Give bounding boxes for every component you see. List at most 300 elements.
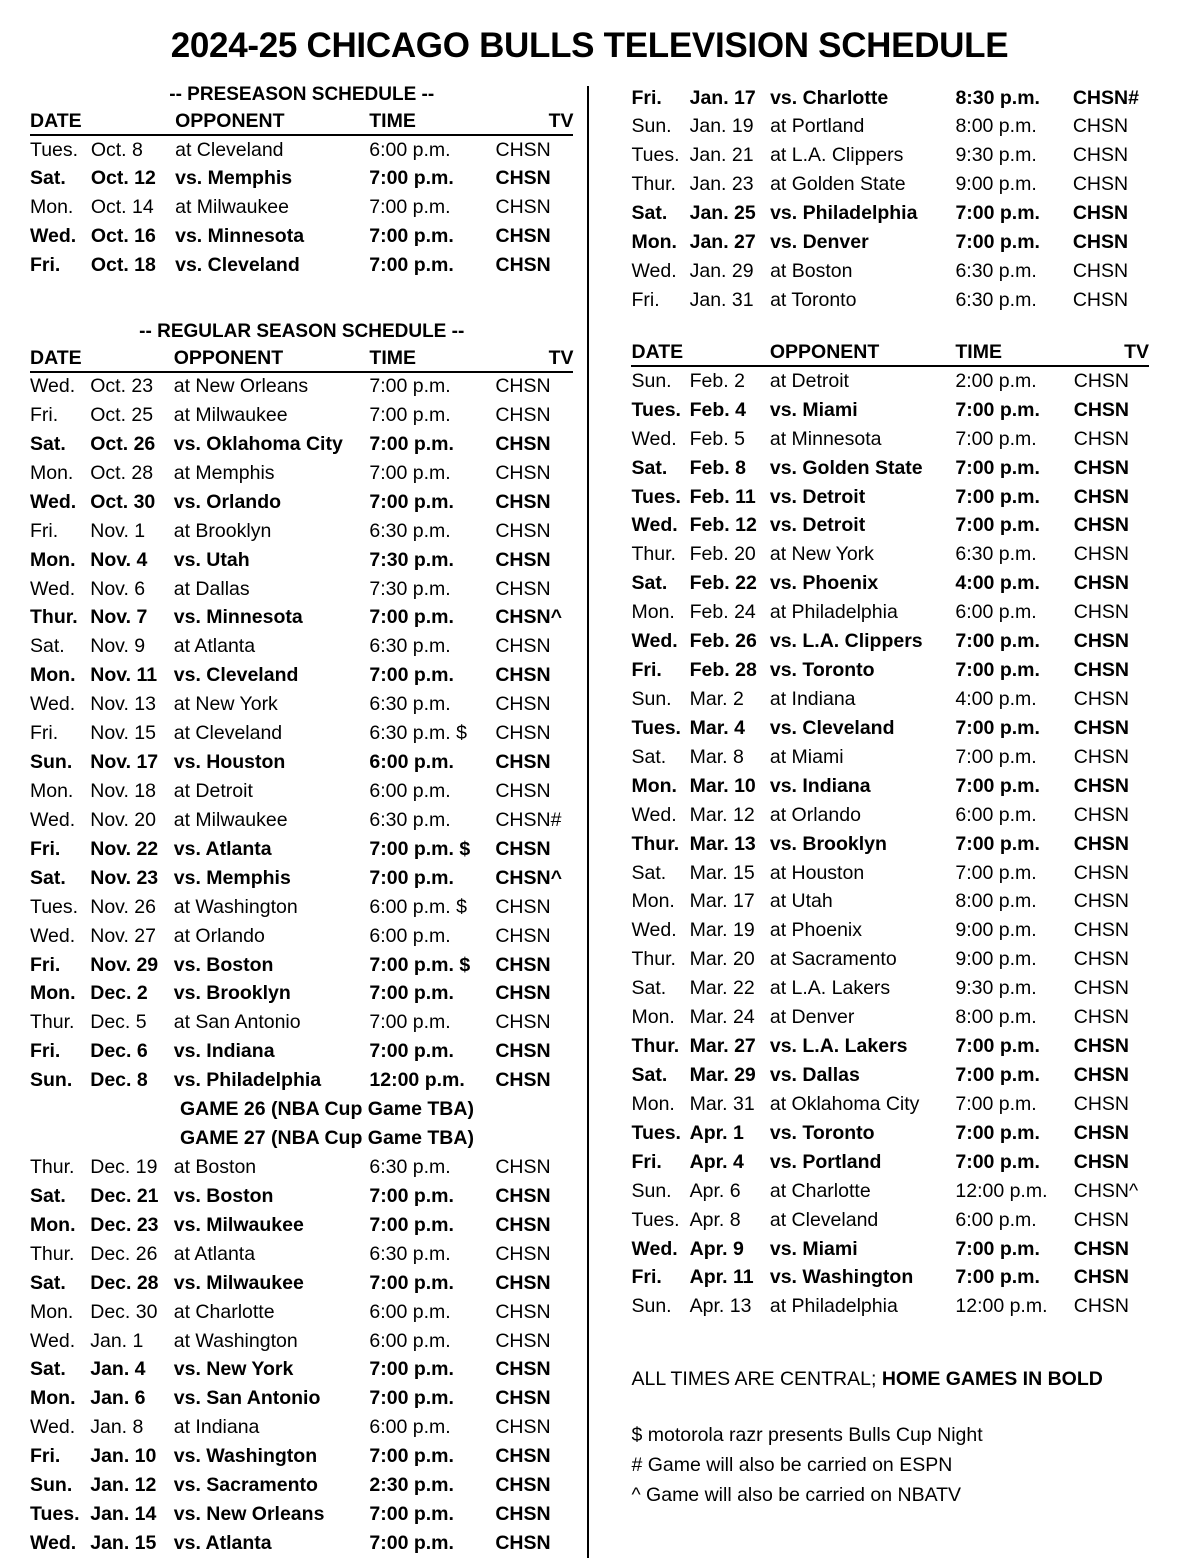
cell-tv: CHSN [1072, 115, 1129, 138]
cell-day: Fri. [30, 722, 59, 745]
table-row [30, 1385, 573, 1414]
cell-day: Tues. [631, 398, 681, 421]
cell-time: 7:00 p.m. [369, 432, 454, 455]
table-row [30, 691, 573, 720]
table-row [631, 975, 1149, 1004]
header-time: TIME [369, 347, 495, 372]
cell-day: Sat. [631, 456, 668, 479]
table-row [30, 749, 573, 778]
cell-tv: CHSN [495, 895, 551, 918]
header-opponent: OPPONENT [770, 341, 956, 366]
cell-day: Mon. [30, 461, 74, 484]
cell-day: Wed. [30, 375, 76, 398]
cell-time: 6:30 p.m. [369, 1242, 451, 1265]
cell-date: Dec. 28 [90, 1271, 159, 1294]
cell-date: Mar. 13 [689, 832, 756, 855]
cell-opponent: vs. Memphis [173, 866, 291, 889]
cell-date: Jan. 12 [90, 1474, 157, 1497]
cell-date: Apr. 9 [689, 1237, 744, 1260]
legend-item-dollar: $ motorola razr presents Bulls Cup Night [631, 1424, 983, 1447]
cell-opponent: at Toronto [770, 288, 857, 311]
regular-season-heading: -- REGULAR SEASON SCHEDULE -- [139, 320, 465, 342]
table-row [30, 1443, 573, 1472]
cell-time: 7:00 p.m. [955, 456, 1040, 479]
cell-day: Thur. [631, 1035, 680, 1058]
cell-date: Jan. 1 [90, 1329, 144, 1352]
cell-time: 7:00 p.m. [955, 1237, 1040, 1260]
cell-opponent: at Milwaukee [173, 404, 288, 427]
cell-tv: CHSN [1073, 601, 1130, 624]
cell-opponent: vs. Detroit [769, 485, 866, 508]
cell-opponent: vs. L.A. Lakers [769, 1035, 908, 1058]
cell-tv: CHSN [1073, 1266, 1130, 1289]
cell-time: 7:30 p.m. [369, 577, 451, 600]
table-row [631, 1090, 1149, 1119]
cell-date: Mar. 20 [689, 948, 755, 971]
cell-tv: CHSN [495, 1416, 551, 1439]
cell-date: Nov. 7 [90, 606, 148, 629]
cell-time: 6:30 p.m. $ [369, 722, 467, 745]
cell-opponent: at Boston [173, 1156, 257, 1178]
cell-opponent: at Denver [769, 1006, 855, 1029]
cell-time: 7:00 p.m. [369, 1503, 454, 1526]
cell-date: Mar. 24 [689, 1006, 755, 1029]
cell-tv: CHSN [1073, 1237, 1130, 1260]
cell-opponent: vs. Golden State [769, 456, 923, 479]
cell-date: Nov. 18 [90, 780, 156, 803]
cell-time: 7:00 p.m. [369, 866, 454, 889]
cell-opponent: vs. Boston [173, 953, 274, 976]
cell-opponent: vs. Miami [769, 398, 858, 421]
cell-tv: CHSN [1073, 485, 1130, 508]
cell-tv: CHSN [1073, 1035, 1130, 1058]
cell-time: 6:00 p.m. [369, 924, 451, 947]
cell-date: Nov. 13 [90, 693, 156, 716]
cell-tv: CHSN [495, 404, 551, 427]
cell-time: 6:30 p.m. [369, 635, 451, 658]
table-row [631, 512, 1149, 541]
table-row [30, 194, 573, 223]
cell-time: 7:00 p.m. [369, 490, 454, 513]
cell-tv: CHSN [495, 254, 551, 277]
header-tv: TV [495, 347, 573, 372]
table-row [30, 633, 573, 662]
cell-day: Mon. [631, 1006, 675, 1029]
table-row [631, 888, 1149, 917]
table-row [631, 200, 1149, 229]
cell-tv: CHSN [495, 664, 551, 687]
cell-day: Tues. [631, 144, 680, 167]
cell-time: 7:00 p.m. [955, 630, 1040, 653]
cell-day: Wed. [631, 803, 677, 826]
table-row [30, 1472, 573, 1501]
times-note [631, 1364, 1149, 1394]
cell-day: Sun. [631, 1295, 672, 1318]
cell-date: Dec. 23 [90, 1213, 159, 1236]
cell-date: Jan. 21 [689, 144, 754, 167]
cell-date: Oct. 16 [90, 225, 156, 248]
table-row [631, 286, 1149, 315]
cell-opponent: vs. Philadelphia [173, 1069, 322, 1092]
cell-day: Fri. [631, 86, 662, 109]
cell-opponent: at Philadelphia [769, 601, 898, 624]
table-row [631, 946, 1149, 975]
cell-day: Fri. [631, 1150, 662, 1173]
times-note-plain: ALL TIMES ARE CENTRAL; [631, 1367, 882, 1390]
cell-time: 8:00 p.m. [955, 115, 1037, 138]
table-row [30, 835, 573, 864]
cell-opponent: at Golden State [770, 173, 906, 196]
cell-tv: CHSN [495, 167, 551, 190]
cell-day: Sun. [631, 1179, 672, 1202]
legend-list [631, 1420, 1149, 1511]
cell-day: Fri. [30, 254, 61, 277]
table-row [30, 135, 573, 165]
table-row [30, 372, 573, 402]
footer-notes [631, 1364, 1149, 1511]
cell-date: Apr. 11 [689, 1266, 754, 1289]
table-row [631, 570, 1149, 599]
cell-tv: CHSN [495, 1300, 551, 1323]
cell-time: 7:00 p.m. [955, 1064, 1040, 1086]
table-row [631, 628, 1149, 657]
cell-tv: CHSN [495, 1503, 551, 1526]
cell-time: 7:30 p.m. [369, 548, 454, 571]
cell-time: 7:00 p.m. [955, 231, 1040, 254]
cell-date: Nov. 17 [90, 751, 159, 774]
cell-day: Thur. [631, 948, 676, 971]
cell-time: 8:00 p.m. [955, 1006, 1037, 1029]
regular-season-table-left [30, 347, 573, 1558]
cell-date: Dec. 2 [90, 982, 148, 1005]
cell-tv: CHSN [1073, 745, 1130, 768]
cell-time: 7:00 p.m. [955, 1150, 1040, 1173]
cell-date: Nov. 26 [90, 895, 156, 918]
cell-time: 7:00 p.m. [955, 398, 1040, 421]
cell-opponent: at Brooklyn [173, 519, 272, 542]
cell-opponent: at Utah [769, 890, 833, 913]
cell-time: 7:00 p.m. [369, 1387, 454, 1410]
page-title: 2024-25 CHICAGO BULLS TELEVISION SCHEDULE [170, 26, 1009, 65]
cell-time: 7:00 p.m. [955, 1035, 1040, 1058]
table-row [30, 1298, 573, 1327]
cell-tv: CHSN [495, 461, 551, 484]
table-row [631, 657, 1149, 686]
cell-time: 6:30 p.m. [369, 693, 451, 716]
table-row [631, 743, 1149, 772]
cell-tv: CHSN^ [1073, 1179, 1139, 1202]
header-date: DATE [30, 110, 175, 135]
cell-time: 8:30 p.m. [955, 86, 1040, 109]
table-row [30, 1211, 573, 1240]
cell-tv: CHSN [495, 548, 551, 571]
cell-time: 6:30 p.m. [955, 543, 1037, 566]
cell-day: Sat. [30, 1184, 66, 1207]
cell-tv: CHSN [495, 635, 551, 658]
cell-date: Apr. 8 [689, 1208, 741, 1231]
cell-day: Sat. [631, 745, 667, 768]
cell-tv: CHSN [495, 1387, 551, 1410]
cell-tv: CHSN [495, 519, 551, 542]
cell-time: 9:00 p.m. [955, 919, 1037, 942]
cell-day: Wed. [30, 577, 76, 600]
cell-opponent: vs. New Orleans [173, 1503, 325, 1526]
right-column [589, 84, 1149, 1511]
table-row [631, 1264, 1149, 1293]
cell-tv: CHSN [1072, 173, 1129, 196]
table-row [631, 830, 1149, 859]
cell-date: Mar. 10 [689, 774, 756, 797]
cell-date: Nov. 6 [90, 577, 146, 600]
cell-day: Fri. [631, 288, 660, 311]
cell-tv: CHSN [495, 1069, 551, 1092]
cell-date: Oct. 18 [90, 254, 156, 277]
cell-day: Thur. [631, 543, 676, 566]
cell-date: Dec. 8 [90, 1069, 148, 1092]
cell-tv: CHSN [1072, 231, 1129, 254]
cell-day: Fri. [631, 1266, 662, 1289]
cell-tv: CHSN [495, 490, 551, 513]
cell-date: Dec. 26 [90, 1242, 158, 1265]
cell-time: 8:00 p.m. [955, 890, 1037, 913]
cell-date: Oct. 28 [90, 461, 154, 484]
cell-date: Apr. 13 [689, 1295, 752, 1318]
cell-time: 9:00 p.m. [955, 173, 1037, 196]
table-row [30, 1067, 573, 1096]
cell-opponent: at Milwaukee [173, 808, 288, 831]
table-row [30, 165, 573, 194]
cell-opponent: vs. Brooklyn [769, 832, 887, 855]
table-row [631, 1148, 1149, 1177]
cell-day: Wed. [631, 630, 678, 653]
cell-date: Feb. 5 [689, 427, 745, 450]
cell-time: 6:30 p.m. [369, 808, 451, 831]
cell-time: 2:30 p.m. [369, 1474, 454, 1497]
cell-date: Feb. 20 [689, 543, 756, 566]
cell-tv: CHSN [495, 1213, 551, 1236]
cell-opponent: at Dallas [173, 577, 250, 600]
table-row [30, 252, 573, 281]
cell-time: 7:00 p.m. [955, 861, 1037, 884]
cell-tv: CHSN^ [495, 606, 562, 629]
cell-tv: CHSN [495, 837, 551, 860]
cell-time: 7:00 p.m. [955, 745, 1037, 768]
table-row [30, 1154, 573, 1183]
cell-opponent: vs. Washington [769, 1266, 914, 1289]
cell-tv: CHSN [1073, 977, 1130, 1000]
table-row [631, 171, 1149, 200]
table-row [30, 1529, 573, 1558]
cell-date: Jan. 6 [90, 1387, 146, 1410]
cell-date: Nov. 20 [90, 808, 156, 831]
cell-date: Oct. 30 [90, 490, 156, 513]
cell-time: 6:00 p.m. [955, 1208, 1037, 1231]
preseason-table [30, 110, 573, 281]
table-row [30, 1182, 573, 1211]
cell-date: Nov. 23 [90, 866, 159, 889]
cell-opponent: vs. Philadelphia [770, 202, 918, 225]
cell-time: 4:00 p.m. [955, 572, 1040, 595]
regular-season-table-right-top [631, 84, 1149, 315]
cell-day: Sun. [30, 751, 73, 774]
cell-tv: CHSN [495, 1184, 551, 1207]
table-row [30, 1269, 573, 1298]
cell-date: Jan. 23 [689, 173, 754, 196]
table-row [30, 430, 573, 459]
cell-day: Wed. [30, 924, 76, 947]
cell-opponent: vs. Toronto [769, 659, 875, 682]
cell-opponent: at Washington [173, 895, 298, 918]
schedule-columns [30, 84, 1149, 1558]
cell-date: Mar. 4 [689, 716, 745, 739]
cell-date: Jan. 29 [689, 260, 754, 283]
table-row [631, 483, 1149, 512]
cell-date: Nov. 11 [90, 664, 158, 687]
cell-day: Wed. [30, 225, 77, 248]
regular-season-table-right-bottom [631, 341, 1149, 1321]
cell-date: Jan. 15 [90, 1531, 157, 1554]
cell-date: Jan. 25 [689, 202, 756, 225]
schedule-note-row [30, 1096, 573, 1125]
cell-date: Feb. 22 [689, 572, 757, 595]
cell-tv: CHSN [1073, 1295, 1130, 1318]
cell-opponent: vs. Indiana [173, 1040, 275, 1063]
cell-day: Wed. [30, 1329, 76, 1352]
cell-date: Jan. 10 [90, 1445, 157, 1468]
cell-day: Wed. [30, 490, 77, 513]
cell-tv: CHSN [495, 722, 551, 745]
cell-time: 6:00 p.m. $ [369, 895, 467, 918]
table-row [30, 951, 573, 980]
cell-day: Fri. [30, 404, 59, 427]
cell-opponent: vs. Atlanta [173, 837, 272, 860]
cell-opponent: at Indiana [769, 688, 856, 711]
cell-date: Feb. 28 [689, 659, 757, 682]
cell-time: 6:00 p.m. [369, 751, 454, 774]
cell-tv: CHSN [1073, 803, 1130, 826]
table-row [30, 893, 573, 922]
cell-opponent: at Milwaukee [175, 196, 289, 219]
cell-date: Feb. 11 [689, 485, 756, 508]
cell-date: Nov. 29 [90, 953, 159, 976]
cell-date: Oct. 26 [90, 432, 156, 455]
cell-date: Jan. 31 [689, 288, 754, 311]
cell-day: Sat. [30, 866, 66, 889]
cell-tv: CHSN [1073, 774, 1130, 797]
cell-opponent: at L.A. Lakers [769, 977, 891, 1000]
table-row [30, 778, 573, 807]
cell-tv: CHSN [495, 1242, 551, 1265]
cell-opponent: vs. Denver [770, 231, 869, 254]
cell-date: Dec. 19 [90, 1156, 158, 1178]
cell-opponent: vs. Toronto [769, 1121, 875, 1144]
cell-date: Feb. 12 [689, 514, 757, 537]
cell-tv: CHSN [1073, 861, 1130, 884]
header-time: TIME [369, 110, 495, 135]
cell-date: Apr. 4 [689, 1150, 744, 1173]
cell-day: Mon. [30, 982, 76, 1005]
table-row [30, 459, 573, 488]
cell-opponent: at Memphis [173, 461, 275, 484]
cell-time: 9:30 p.m. [955, 144, 1037, 167]
cell-opponent: vs. Indiana [769, 774, 871, 797]
cell-time: 7:00 p.m. [369, 982, 454, 1005]
cell-opponent: at Atlanta [173, 1242, 256, 1265]
cell-day: Sat. [30, 167, 66, 190]
cell-time: 6:00 p.m. [955, 803, 1037, 826]
cell-time: 7:00 p.m. [955, 774, 1040, 797]
table-row [30, 662, 573, 691]
cell-time: 7:00 p.m. [955, 427, 1037, 450]
header-time: TIME [955, 341, 1073, 366]
cell-day: Sat. [631, 572, 668, 595]
table-header-row [631, 341, 1149, 366]
cell-opponent: vs. Utah [173, 548, 250, 571]
cell-tv: CHSN [1073, 572, 1130, 595]
cell-opponent: at Phoenix [769, 919, 863, 942]
cell-date: Feb. 2 [689, 369, 745, 392]
times-note-bold: HOME GAMES IN BOLD [881, 1367, 1103, 1390]
cell-opponent: vs. Cleveland [769, 716, 895, 739]
cell-tv: CHSN [495, 1040, 551, 1063]
cell-tv: CHSN [1073, 1064, 1130, 1086]
cell-date: Feb. 8 [689, 456, 746, 479]
cell-opponent: at New York [173, 693, 278, 716]
cell-day: Mon. [30, 196, 74, 219]
cell-time: 7:00 p.m. [955, 485, 1040, 508]
cell-opponent: vs. Oklahoma City [173, 432, 343, 455]
cell-opponent: at Cleveland [175, 138, 284, 161]
cell-tv: CHSN [1073, 948, 1130, 971]
table-row [30, 402, 573, 431]
cell-tv: CHSN [495, 1329, 551, 1352]
cell-day: Thur. [30, 1242, 75, 1265]
table-row [30, 223, 573, 252]
cell-time: 7:00 p.m. [369, 1531, 454, 1554]
table-row [30, 980, 573, 1009]
preseason-heading: -- PRESEASON SCHEDULE -- [169, 84, 435, 105]
cell-day: Mon. [30, 548, 76, 571]
table-row [631, 1033, 1149, 1062]
schedule-note-row [30, 1125, 573, 1154]
cell-opponent: vs. Cleveland [175, 254, 300, 277]
cell-time: 7:00 p.m. [369, 606, 454, 629]
cell-time: 9:00 p.m. [955, 948, 1037, 971]
table-row [30, 517, 573, 546]
cell-day: Sun. [30, 1069, 73, 1092]
cell-date: Dec. 21 [90, 1184, 159, 1207]
cell-tv: CHSN [1072, 260, 1129, 283]
cell-day: Mon. [631, 231, 677, 254]
cell-tv: CHSN [1073, 427, 1130, 450]
cell-day: Wed. [631, 260, 677, 283]
cell-tv: CHSN [495, 375, 551, 398]
cell-time: 12:00 p.m. [955, 1295, 1048, 1318]
cell-opponent: at San Antonio [173, 1011, 301, 1034]
cell-day: Fri. [30, 519, 59, 542]
cell-time: 7:00 p.m. [369, 1213, 454, 1236]
cell-opponent: vs. L.A. Clippers [769, 630, 923, 653]
cell-time: 7:00 p.m. $ [369, 953, 471, 976]
cell-tv: CHSN [495, 1531, 551, 1554]
table-header-row [30, 110, 573, 135]
cell-tv: CHSN [495, 751, 551, 774]
cell-tv: CHSN [1073, 514, 1130, 537]
cell-date: Nov. 27 [90, 924, 156, 947]
cell-time: 9:30 p.m. [955, 977, 1037, 1000]
cell-time: 7:00 p.m. [369, 254, 454, 277]
header-opponent: OPPONENT [174, 347, 370, 372]
